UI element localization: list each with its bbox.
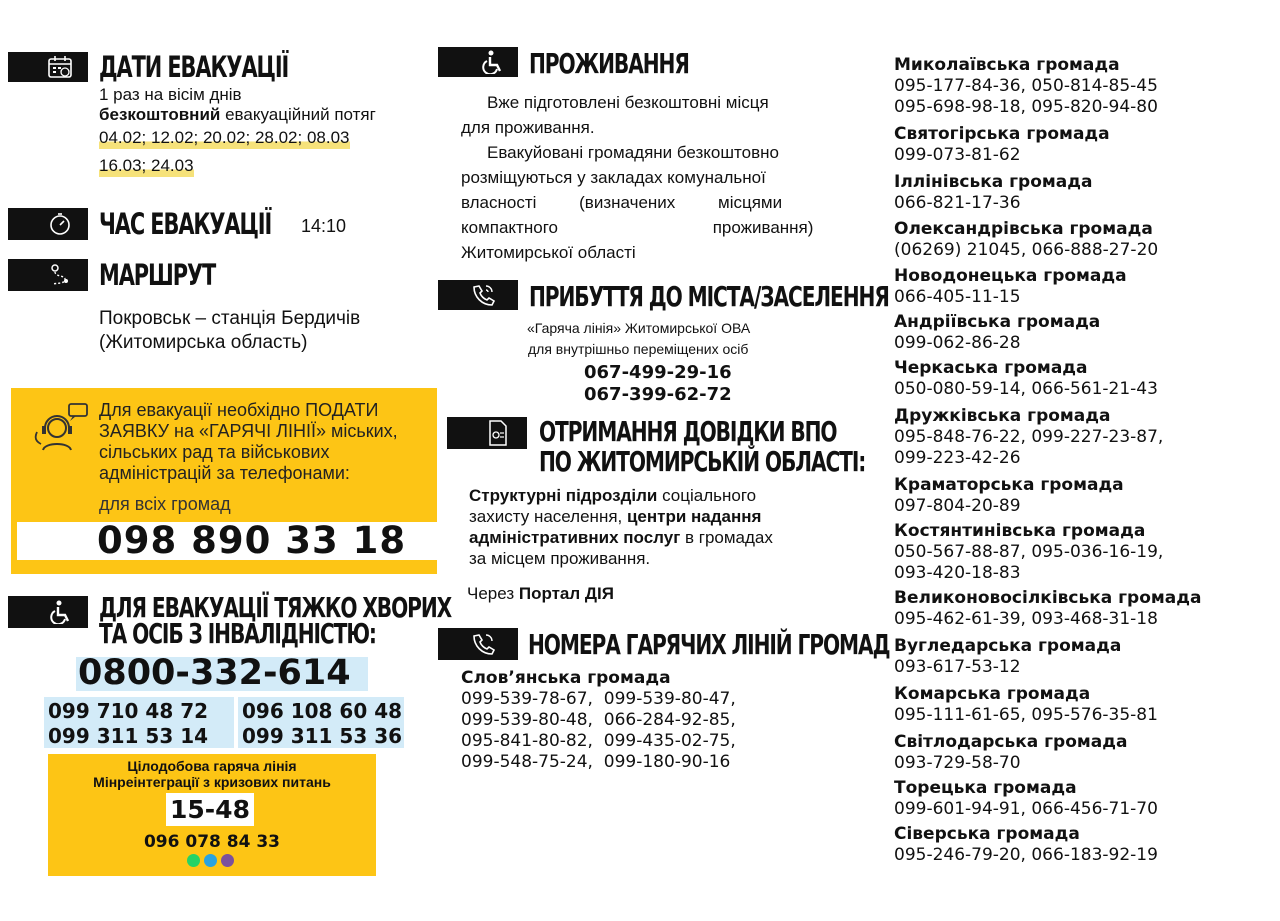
apply-line-1: Для евакуації необхідно ПОДАТИ (99, 400, 379, 420)
phone-icon (466, 630, 502, 658)
disabled-title-1: ДЛЯ ЕВАКУАЦІЇ ТЯЖКО ХВОРИХ (99, 591, 452, 624)
housing-p1-l2: для проживання. (461, 118, 595, 137)
disabled-phone-l2[interactable]: 099 311 53 14 (48, 724, 209, 748)
cert-line4: за місцем проживання. (469, 549, 651, 568)
diia-portal-link[interactable]: Портал ДІЯ (518, 584, 614, 603)
arrival-line2: для внутрішньо переміщених осіб (528, 341, 749, 357)
viber-icon[interactable] (221, 854, 234, 867)
community-item (894, 266, 1274, 308)
community-name: Іллінівська громада (894, 172, 1093, 192)
housing-p2-l4: компактного проживання) (461, 218, 814, 237)
community-phone[interactable]: 099-062-86-28 (894, 333, 1021, 353)
community-name: Новодонецька громада (894, 266, 1127, 286)
hotline24-phone[interactable]: 096 078 84 33 (143, 832, 281, 852)
community-item (894, 732, 1274, 774)
certificate-text (469, 485, 773, 569)
community-phone[interactable]: 099-073-81-62 (894, 145, 1021, 165)
community-item (894, 406, 1274, 469)
dates-train-line (99, 104, 376, 126)
housing-p2-l3: власності (визначених місцями (461, 193, 783, 212)
community-item (894, 358, 1274, 400)
hotline24-box (48, 754, 376, 876)
hotlines-title: НОМЕРА ГАРЯЧИХ ЛІНІЙ ГРОМАД (528, 628, 890, 661)
community-item (894, 55, 1274, 118)
apply-line-4: адміністрацій за телефонами: (99, 463, 350, 483)
community-name: Світлодарська громада (894, 732, 1128, 752)
community-phone[interactable]: 097-804-20-89 (894, 496, 1021, 516)
community-name: Костянтинівська громада (894, 521, 1146, 541)
community-name: Торецька громада (894, 778, 1077, 798)
disabled-title-2: ТА ОСІБ З ІНВАЛІДНІСТЮ: (99, 617, 376, 650)
housing-p2-l1: Евакуйовані громадяни безкоштовно (487, 143, 779, 162)
wheelchair-icon (476, 48, 508, 76)
arrival-line1: «Гаряча лінія» Житомирської ОВА (527, 320, 751, 336)
community-item (894, 824, 1274, 866)
apply-line-3: сільських рад та військових (99, 442, 330, 462)
certificate-title-1: ОТРИМАННЯ ДОВІДКИ ВПО (539, 415, 837, 448)
time-value: 14:10 (301, 216, 347, 236)
communities-list (894, 55, 1274, 866)
hotline24-line1: Цілодобова гаряча лінія (127, 758, 297, 774)
slov-phone-line[interactable]: 099-539-80-48, 066-284-92-85, (461, 710, 736, 730)
community-phone[interactable]: 099-601-94-91, 066-456-71-70 (894, 799, 1158, 819)
hotline24-line2: Мінреінтеграції з кризових питань (93, 774, 331, 790)
community-item (894, 636, 1274, 678)
phone-icon (466, 281, 502, 309)
disabled-phone-l1[interactable]: 099 710 48 72 (48, 699, 209, 723)
telegram-icon[interactable] (204, 854, 217, 867)
community-phone[interactable]: 066-821-17-36 (894, 193, 1021, 213)
disabled-phone-r1[interactable]: 096 108 60 48 (242, 699, 403, 723)
apply-text (99, 400, 398, 484)
community-name: Сіверська громада (894, 824, 1080, 844)
community-name: Олександрівська громада (894, 219, 1153, 239)
certificate-title-2: ПО ЖИТОМИРСЬКІЙ ОБЛАСТІ: (539, 445, 866, 478)
dates-frequency: 1 раз на вісім днів (99, 85, 242, 104)
community-item (894, 172, 1274, 214)
slov-phone-line[interactable]: 095-841-80-82, 099-435-02-75, (461, 731, 736, 751)
community-name: Миколаївська громада (894, 55, 1120, 75)
slov-community-name: Слов’янська громада (461, 668, 671, 688)
messenger-icons (187, 854, 247, 868)
wheelchair-icon (44, 598, 76, 626)
housing-p2-l5: Житомирської області (461, 243, 636, 262)
route-line2: (Житомирська область) (99, 332, 308, 353)
disabled-phone-r2[interactable]: 099 311 53 36 (242, 724, 403, 748)
slov-phones (461, 689, 736, 773)
community-name: Комарська громада (894, 684, 1091, 704)
community-item (894, 521, 1274, 584)
train-word: евакуаційний потяг (220, 105, 376, 124)
community-item (894, 312, 1274, 354)
community-name: Черкаська громада (894, 358, 1088, 378)
arrival-phone1[interactable]: 067-499-29-16 (584, 362, 732, 383)
all-communities-label: для всіх громад (99, 494, 231, 514)
route-title: МАРШРУТ (99, 258, 216, 292)
community-phone[interactable]: 095-848-76-22, 099-227-23-87, (894, 427, 1164, 447)
housing-text (461, 90, 838, 265)
community-phone[interactable]: 093-617-53-12 (894, 657, 1021, 677)
slov-phone-line[interactable]: 099-548-75-24, 099-180-90-16 (461, 752, 731, 772)
community-name: Андріївська громада (894, 312, 1101, 332)
community-phone[interactable]: 050-080-59-14, 066-561-21-43 (894, 379, 1158, 399)
route-line1: Покровськ – станція Бердичів (99, 308, 361, 329)
cert-line3: адміністративних послуг в громадах (469, 528, 773, 547)
arrival-title: ПРИБУТТЯ ДО МІСТА/ЗАСЕЛЕННЯ (529, 280, 889, 313)
community-item (894, 219, 1274, 261)
dates-list-2: 16.03; 24.03 (99, 156, 194, 175)
housing-title: ПРОЖИВАННЯ (529, 47, 689, 80)
community-phone[interactable]: 093-729-58-70 (894, 753, 1021, 773)
community-name: Святогірська громада (894, 124, 1110, 144)
community-phone[interactable]: 095-246-79-20, 066-183-92-19 (894, 845, 1158, 865)
community-phone[interactable]: (06269) 21045, 066-888-27-20 (894, 240, 1159, 260)
community-phone[interactable]: 095-698-98-18, 095-820-94-80 (894, 97, 1158, 117)
community-name: Вугледарська громада (894, 636, 1122, 656)
whatsapp-icon[interactable] (187, 854, 200, 867)
community-phone[interactable]: 095-111-61-65, 095-576-35-81 (894, 705, 1158, 725)
cert-portal-line: Через Портал ДІЯ (467, 584, 614, 603)
stopwatch-icon (44, 210, 76, 238)
dates-list-1: 04.02; 12.02; 20.02; 28.02; 08.03 (99, 128, 350, 147)
apply-box (11, 388, 437, 574)
dates-title: ДАТИ ЕВАКУАЦІЇ (99, 50, 289, 84)
hotline24-short-number[interactable]: 15-48 (170, 795, 250, 824)
slov-phone-line[interactable]: 099-539-78-67, 099-539-80-47, (461, 689, 736, 709)
operator-icon (33, 402, 89, 452)
community-phone[interactable]: 093-420-18-83 (894, 563, 1021, 583)
community-item (894, 475, 1274, 517)
housing-p2-l2: розміщуються у закладах комунальної (461, 168, 766, 187)
free-word: безкоштовний (99, 105, 221, 124)
calendar-icon (44, 53, 76, 81)
community-item (894, 684, 1274, 726)
arrival-phone2[interactable]: 067-399-62-72 (584, 384, 732, 405)
time-title: ЧАС ЕВАКУАЦІЇ (99, 207, 272, 241)
cert-line2: захисту населення, центри надання (469, 507, 762, 526)
community-phone[interactable]: 099-223-42-26 (894, 448, 1021, 468)
housing-p1-l1: Вже підготовлені безкоштовні місця (487, 93, 769, 112)
community-phone[interactable]: 095-177-84-36, 050-814-85-45 (894, 76, 1158, 96)
community-name: Великоновосілківська громада (894, 588, 1202, 608)
community-phone[interactable]: 050-567-88-87, 095-036-16-19, (894, 542, 1164, 562)
community-item (894, 588, 1274, 630)
community-phone[interactable]: 066-405-11-15 (894, 287, 1021, 307)
apply-phone[interactable]: 098 890 33 18 (97, 519, 407, 562)
apply-line-2: ЗАЯВКУ на «ГАРЯЧІ ЛІНІЇ» міських, (99, 421, 398, 441)
route-icon (44, 261, 76, 289)
cert-line1: Структурні підрозділи соціального (469, 486, 757, 505)
community-name: Краматорська громада (894, 475, 1124, 495)
community-item (894, 778, 1274, 820)
community-item (894, 124, 1274, 166)
document-icon (481, 419, 515, 447)
community-phone[interactable]: 095-462-61-39, 093-468-31-18 (894, 609, 1158, 629)
disabled-main-phone[interactable]: 0800-332-614 (78, 653, 351, 693)
community-name: Дружківська громада (894, 406, 1111, 426)
